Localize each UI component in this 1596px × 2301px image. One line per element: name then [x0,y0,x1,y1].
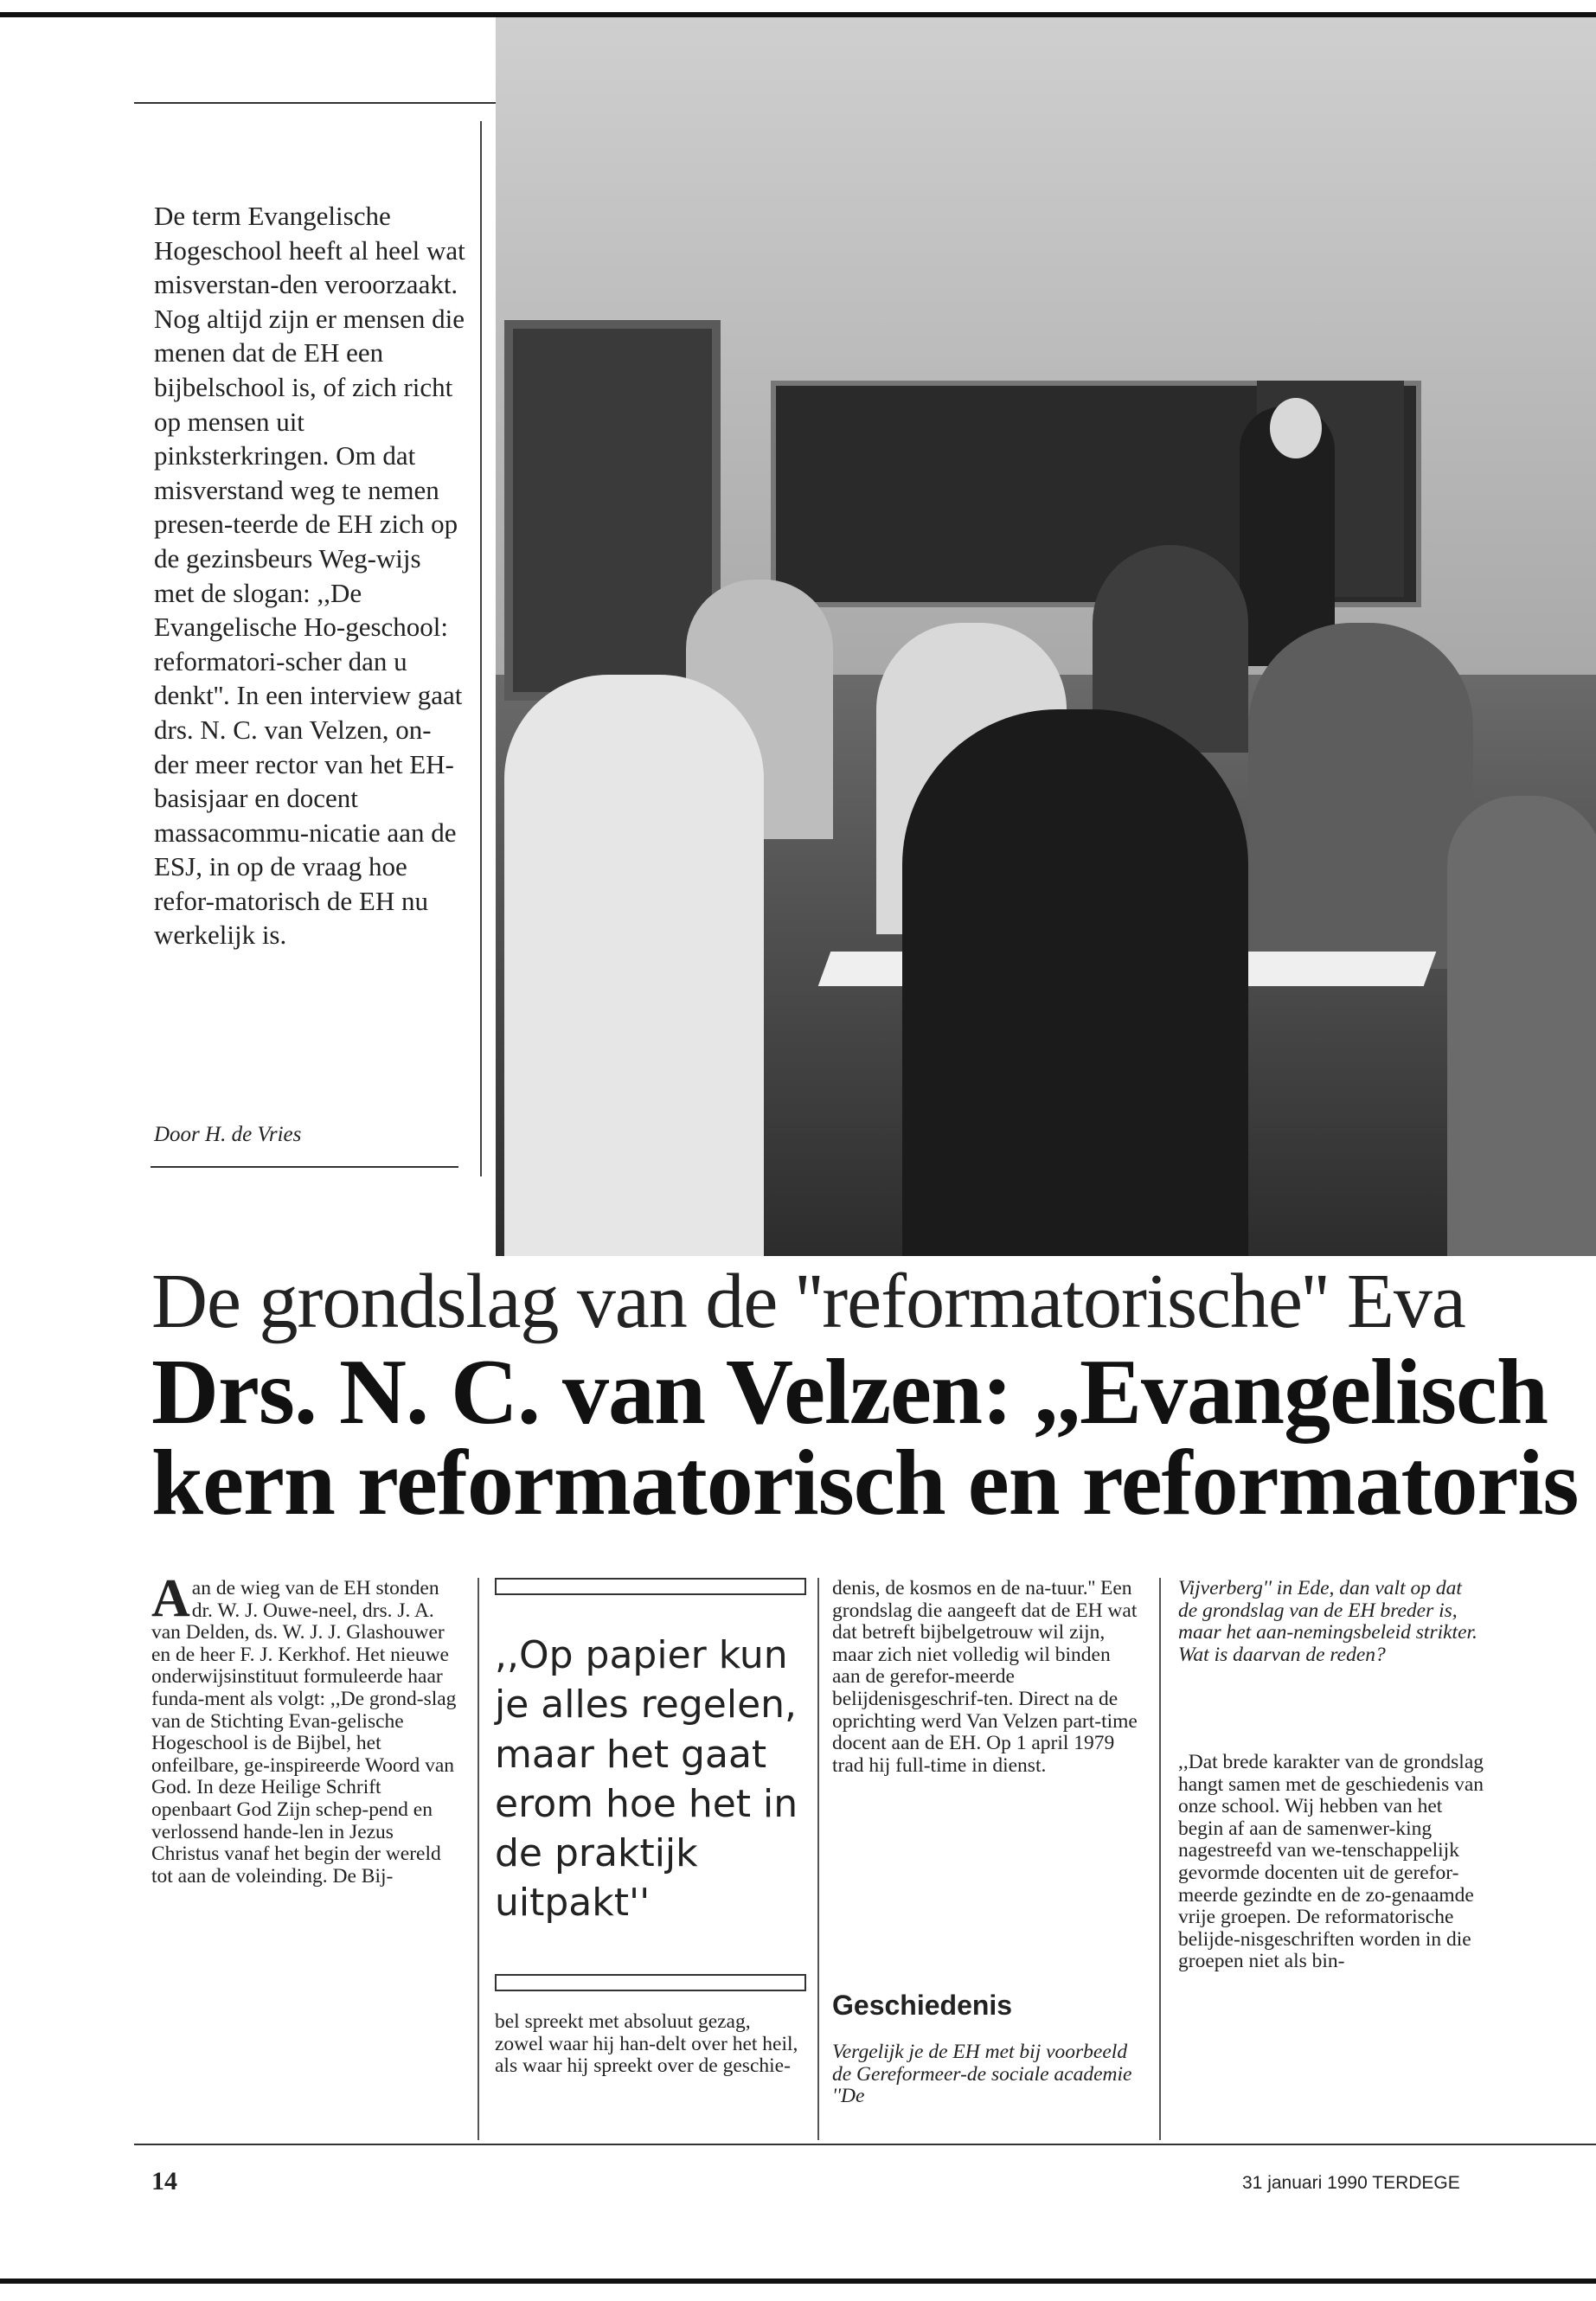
byline-rule [151,1166,458,1168]
byline: Door H. de Vries [154,1123,302,1146]
pullquote-bar-top [495,1578,806,1595]
classroom-photo [496,17,1596,1256]
footer-rule [134,2144,1596,2145]
headline-block [0,1246,1596,1540]
photo-student [504,675,764,1256]
page-number: 14 [151,2167,177,2195]
column-rule [478,1578,479,2140]
pullquote-bar-bottom [495,1974,806,1991]
photo-student [902,709,1248,1256]
photo-student [1248,623,1473,969]
kicker: De grondslag van de ''reformatorische'' Eva [151,1259,1465,1344]
column-1 [151,1569,461,1888]
intro-text: De term Evangelische Hogeschool heeft al heel wat misverstan-den veroorzaakt. Nog altijd zijn er mensen die menen dat de EH een bijbelschool is, of zich richt op mensen uit pinksterkringen. Om dat misverstand weg te nemen presen-teerde de EH zich op de gezinsbeurs Weg-wijs met de slogan: ,,De Evangelische Ho-geschool: reformatori-scher dan u denkt''. In een interview gaat drs. N. C. van Velzen, on-der meer rector van het EH-basisjaar en docent massacommu-nicatie aan de ESJ, in op de vraag hoe refor-matorisch de EH nu werkelijk is. [154,201,465,951]
pullquote: ,,Op papier kun je alles regelen, maar het gaat erom hoe het in de praktijk uitpakt'' [495,1633,798,1926]
column-2-text: bel spreekt met absoluut gezag, zowel waar hij han-delt over het heil, als waar hij spreekt over de geschie- [495,2010,798,2078]
column-rule [817,1578,819,2140]
subheading: Geschiedenis [832,1990,1013,2021]
column-1-text: an de wieg van de EH stonden dr. W. J. Ouwe-neel, drs. J. A. van Delden, ds. W. J. J. Glashouwer en de heer F. J. Kerkhof. Het nieuwe onderwijsinstituut formuleerde haar funda-ment als volgt: ,,De grond-slag van de Stichting Evan-gelische Hogeschool is de Bijbel, het onfeilbare, ge-inspireerde Woord van God. In deze Heilige Schrift openbaart God Zijn schep-pend en verlossend hande-len in Jezus Christus vanaf het begin der wereld tot aan de voleinding. De Bij- [151,1577,457,1888]
interview-question: Vergelijk je de EH met bij voorbeeld de Gereformeer-de sociale academie ''De [832,2041,1132,2108]
drop-cap: A [151,1569,190,1628]
column-rule [1159,1578,1161,2140]
column-3-text: denis, de kosmos en de na-tuur.'' Een grondslag die aangeeft dat de EH wat dat betreft bijbelgetrouw wil zijn, maar zich niet volledig wil binden aan de gerefor-meerde belijdenisgeschrif-ten. Direct na de oprichting werd Van Velzen part-time docent aan de EH. Op 1 april 1979 trad hij full-time in dienst. [832,1577,1138,1777]
photo-teacher-head [1270,398,1322,458]
issue-line: 31 januari 1990 TERDEGE [1242,2173,1460,2193]
bottom-border [0,2279,1596,2284]
photo-student [1447,796,1596,1256]
column-4-text: ,,Dat brede karakter van de grondslag hangt samen met de geschiedenis van onze school. Wij hebben van het begin af aan de samenwer-king nagestreefd van we-tenschappelijk gevormde docenten uit de gerefor-meerde gezindte en de zo-genaamde vrije groepen. De reformatorische belijde-nisgeschriften worden in die groepen niet als bin- [1178,1751,1484,1973]
intro-divider [480,121,482,1176]
headline-line-2: kern reformatorisch en reformatoris [151,1432,1579,1535]
headline-line-1: Drs. N. C. van Velzen: ,,Evangelisch [151,1341,1548,1444]
interview-question-cont: Vijverberg'' in Ede, dan valt op dat de grondslag van de EH breder is, maar het aan-nemingsbeleid strikter. Wat is daarvan de reden? [1178,1577,1477,1666]
